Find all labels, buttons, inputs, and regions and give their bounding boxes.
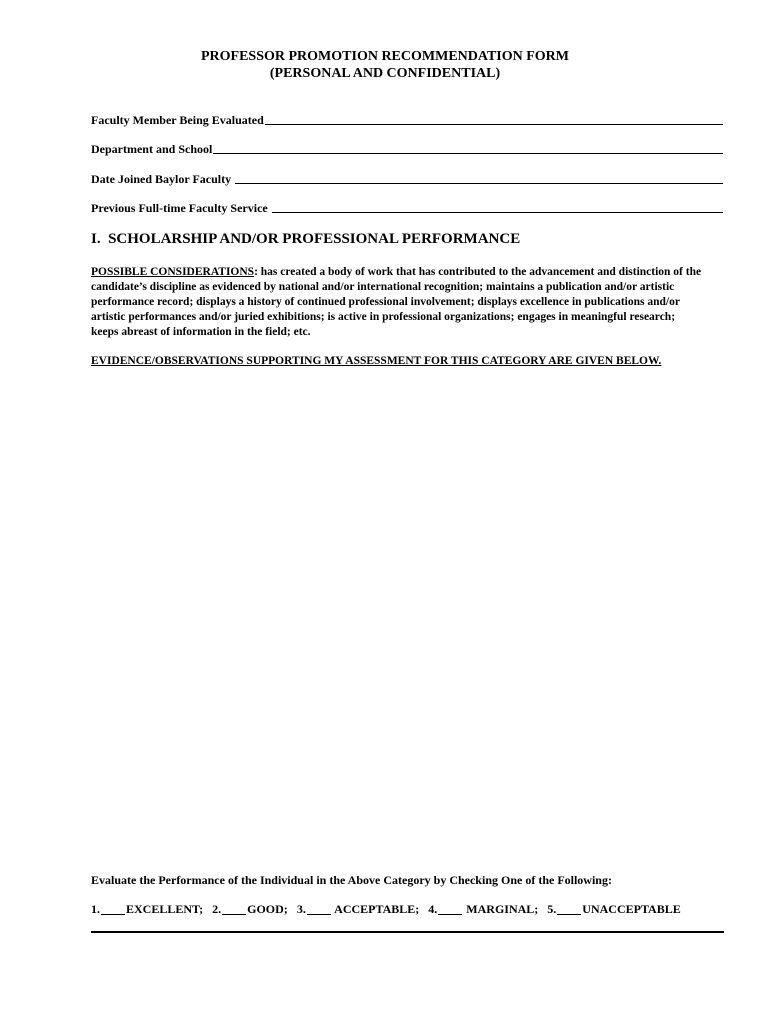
form-title: PROFESSOR PROMOTION RECOMMENDATION FORM [200, 49, 569, 64]
rating-label: MARGINAL; [463, 902, 539, 916]
previous-service-label: Previous Full-time Faculty Service [91, 201, 271, 215]
considerations-lead: POSSIBLE CONSIDERATIONS [91, 266, 255, 278]
department-school-field [91, 142, 723, 156]
form-subtitle: (PERSONAL AND CONFIDENTIAL) [269, 66, 501, 81]
evidence-text-area[interactable] [91, 380, 724, 860]
rating-number: 1. [91, 902, 100, 916]
previous-service-field [91, 201, 723, 215]
rating-checkbox-blank[interactable] [557, 903, 581, 915]
evaluation-prompt: Evaluate the Performance of the Individual in the Above Category by Checking One of the Following: [91, 873, 612, 887]
previous-service-input[interactable] [272, 201, 723, 213]
rating-number: 5. [547, 902, 557, 916]
date-joined-label: Date Joined Baylor Faculty [91, 172, 235, 186]
faculty-member-input[interactable] [265, 113, 723, 125]
possible-considerations [91, 265, 703, 340]
rating-label: ACCEPTABLE; [331, 902, 420, 916]
rating-number: 3. [296, 902, 306, 916]
rating-checkbox-blank[interactable] [222, 903, 246, 915]
rating-option-good[interactable] [212, 902, 288, 917]
considerations-text: : has created a body of work that has contributed to the advancement and distinction of the candidate’s discipline as evidenced by national and/or international recognition; maintains a publication and/or artistic performance record; displays a history of continued professional involvement; displays excellence in publications and/or artistic performances and/or juried exhibitions; is active in professional organizations; engages in meaningful research; keeps abreast of information in the field; etc. [91, 266, 702, 338]
rating-option-unacceptable[interactable] [547, 902, 680, 917]
rating-label: EXCELLENT; [126, 902, 204, 916]
rating-number: 2. [212, 902, 222, 916]
rating-option-marginal[interactable] [428, 902, 538, 917]
department-school-label: Department and School [91, 142, 213, 156]
rating-label: GOOD; [247, 902, 288, 916]
faculty-member-label: Faculty Member Being Evaluated [91, 113, 264, 127]
date-joined-field [91, 172, 723, 186]
rating-label: UNACCEPTABLE [582, 902, 681, 916]
department-school-input[interactable] [213, 142, 723, 154]
rating-checkbox-blank[interactable] [307, 903, 331, 915]
faculty-member-field [91, 113, 723, 127]
date-joined-input[interactable] [235, 172, 723, 184]
rating-checkbox-blank[interactable] [101, 903, 125, 915]
section-heading: I. SCHOLARSHIP AND/OR PROFESSIONAL PERFORMANCE [91, 231, 521, 247]
bottom-divider [91, 931, 724, 933]
rating-options [91, 902, 731, 917]
rating-number: 4. [428, 902, 438, 916]
rating-checkbox-blank[interactable] [438, 903, 462, 915]
rating-option-excellent[interactable] [91, 902, 203, 917]
evidence-heading: EVIDENCE/OBSERVATIONS SUPPORTING MY ASSESSMENT FOR THIS CATEGORY ARE GIVEN BELOW. [91, 355, 662, 367]
rating-option-acceptable[interactable] [297, 902, 419, 917]
